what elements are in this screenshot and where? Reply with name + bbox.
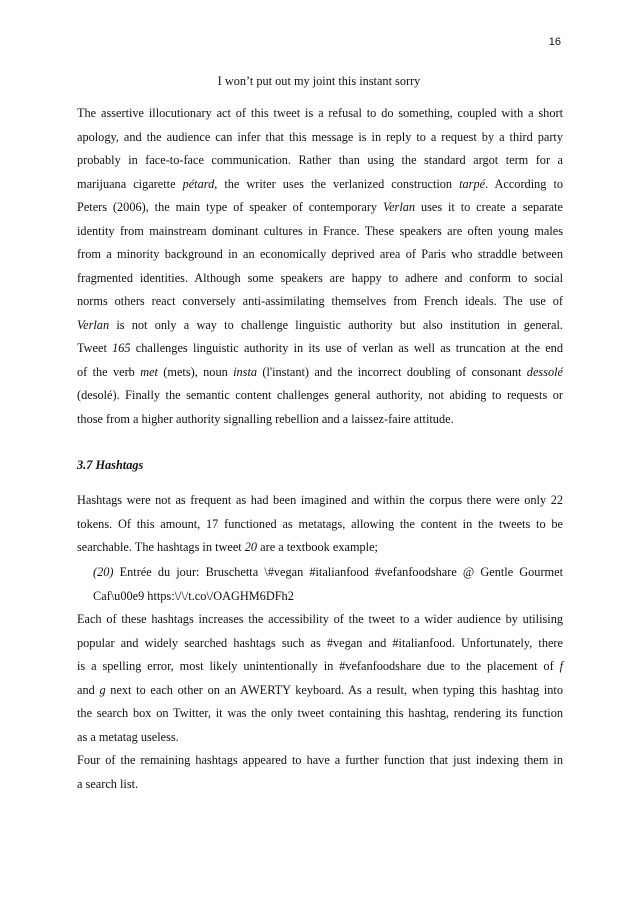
- italic-term: Verlan: [382, 200, 416, 214]
- text-line: a search list.: [77, 776, 139, 791]
- text-segment: challenges linguistic authority in its use of verlan as well as truncation at the end: [130, 341, 563, 355]
- text-line: [77, 679, 563, 703]
- paragraph-tweet-analysis: [77, 102, 563, 431]
- text-line: [77, 314, 563, 338]
- text-segment: uses it to create a separate: [415, 200, 563, 214]
- text-line: (desolé). Finally the semantic content challenges general authority, not abiding to requests or: [77, 388, 563, 402]
- italic-term: met: [140, 364, 158, 379]
- text-segment: Tweet: [77, 341, 113, 355]
- italic-term: pétard: [182, 176, 215, 191]
- text-segment: of the verb: [77, 364, 141, 379]
- text-segment: is a spelling error, most likely unintentionally in #vefanfoodshare due to the placement of: [77, 659, 560, 673]
- italic-term: Verlan: [77, 317, 110, 332]
- text-segment: marijuana cigarette: [77, 176, 183, 191]
- example-text: Entrée du jour: Bruschetta \#vegan #italianfood #vefanfoodshare @ Gentle Gourmet: [113, 565, 563, 579]
- text-line: [77, 536, 563, 560]
- text-line: from a minority background in an economically deprived area of Paris who straddle between: [77, 247, 563, 261]
- text-line: [77, 337, 563, 361]
- example-tweet-20: [93, 561, 563, 608]
- text-segment: , the writer uses the verlanized construction: [214, 176, 460, 191]
- text-line: norms others react conversely anti-assimilating themselves from French ideals. The use of: [77, 294, 563, 308]
- text-line: Four of the remaining hashtags appeared to have a further function that just indexing them in: [77, 753, 563, 767]
- text-segment: is not only a way to challenge linguistic authority but also institution in general.: [109, 317, 563, 332]
- text-segment: (mets), noun: [157, 364, 234, 379]
- text-line: apology, and the audience can infer that this message is in reply to a request by a third party: [77, 129, 563, 144]
- text-segment: are a textbook example;: [257, 540, 378, 554]
- example-line: Caf\u00e9 https:\/\/t.co\/OAGHM6DFh2: [93, 588, 294, 603]
- example-number: (20): [93, 565, 114, 579]
- italic-term: 20: [244, 540, 258, 554]
- italic-term: f: [559, 659, 563, 673]
- text-segment: searchable. The hashtags in tweet: [77, 540, 245, 554]
- italic-term: 165: [112, 341, 131, 355]
- italic-term: insta: [233, 364, 258, 379]
- text-line: [77, 655, 563, 679]
- text-line: popular and widely searched hashtags such as #vegan and #italianfood. Unfortunately, there: [77, 635, 563, 650]
- section-heading-hashtags: 3.7 Hashtags: [77, 458, 144, 472]
- text-line: The assertive illocutionary act of this tweet is a refusal to do something, coupled with a short: [77, 106, 563, 120]
- text-line: tokens. Of this amount, 17 functioned as metatags, allowing the content in the tweets to be: [77, 516, 563, 531]
- text-line: the search box on Twitter, it was the only tweet containing this hashtag, rendering its function: [77, 706, 563, 720]
- text-line: [77, 361, 563, 385]
- text-line: fragmented identities. Although some speakers are happy to adhere and conform to social: [77, 270, 563, 285]
- text-line: Hashtags were not as frequent as had been imagined and within the corpus there were only 22: [77, 493, 563, 507]
- text-segment: . According to: [485, 176, 564, 191]
- text-segment: next to each other on an AWERTY keyboard. As a result, when typing this hashtag into: [105, 682, 563, 697]
- paragraph-hashtag-accessibility: [77, 608, 563, 749]
- text-segment: (l'instant) and the incorrect doubling of consonant: [257, 364, 527, 379]
- text-line: probably in face-to-face communication. Rather than using the standard argot term for a: [77, 153, 563, 167]
- italic-term: dessolé: [526, 364, 563, 379]
- italic-term: tarpé: [459, 176, 486, 191]
- text-line: those from a higher authority signalling rebellion and a laissez-faire attitude.: [77, 411, 454, 426]
- text-segment: and: [77, 682, 100, 697]
- page-number: 16: [548, 36, 561, 48]
- text-segment: Peters (2006), the main type of speaker of contemporary: [77, 200, 383, 214]
- text-line: [77, 173, 563, 197]
- example-line: [93, 561, 563, 585]
- paragraph-remaining-hashtags: [77, 749, 563, 796]
- tweet-quote: I won’t put out my joint this instant sorry: [217, 74, 421, 88]
- text-line: identity from mainstream dominant cultures in France. These speakers are often young males: [77, 223, 563, 238]
- text-line: as a metatag useless.: [77, 729, 179, 744]
- italic-term: g: [99, 682, 106, 697]
- text-line: [77, 196, 563, 220]
- text-line: Each of these hashtags increases the accessibility of the tweet to a wider audience by utilising: [77, 612, 563, 626]
- paragraph-hashtags-intro: [77, 489, 563, 560]
